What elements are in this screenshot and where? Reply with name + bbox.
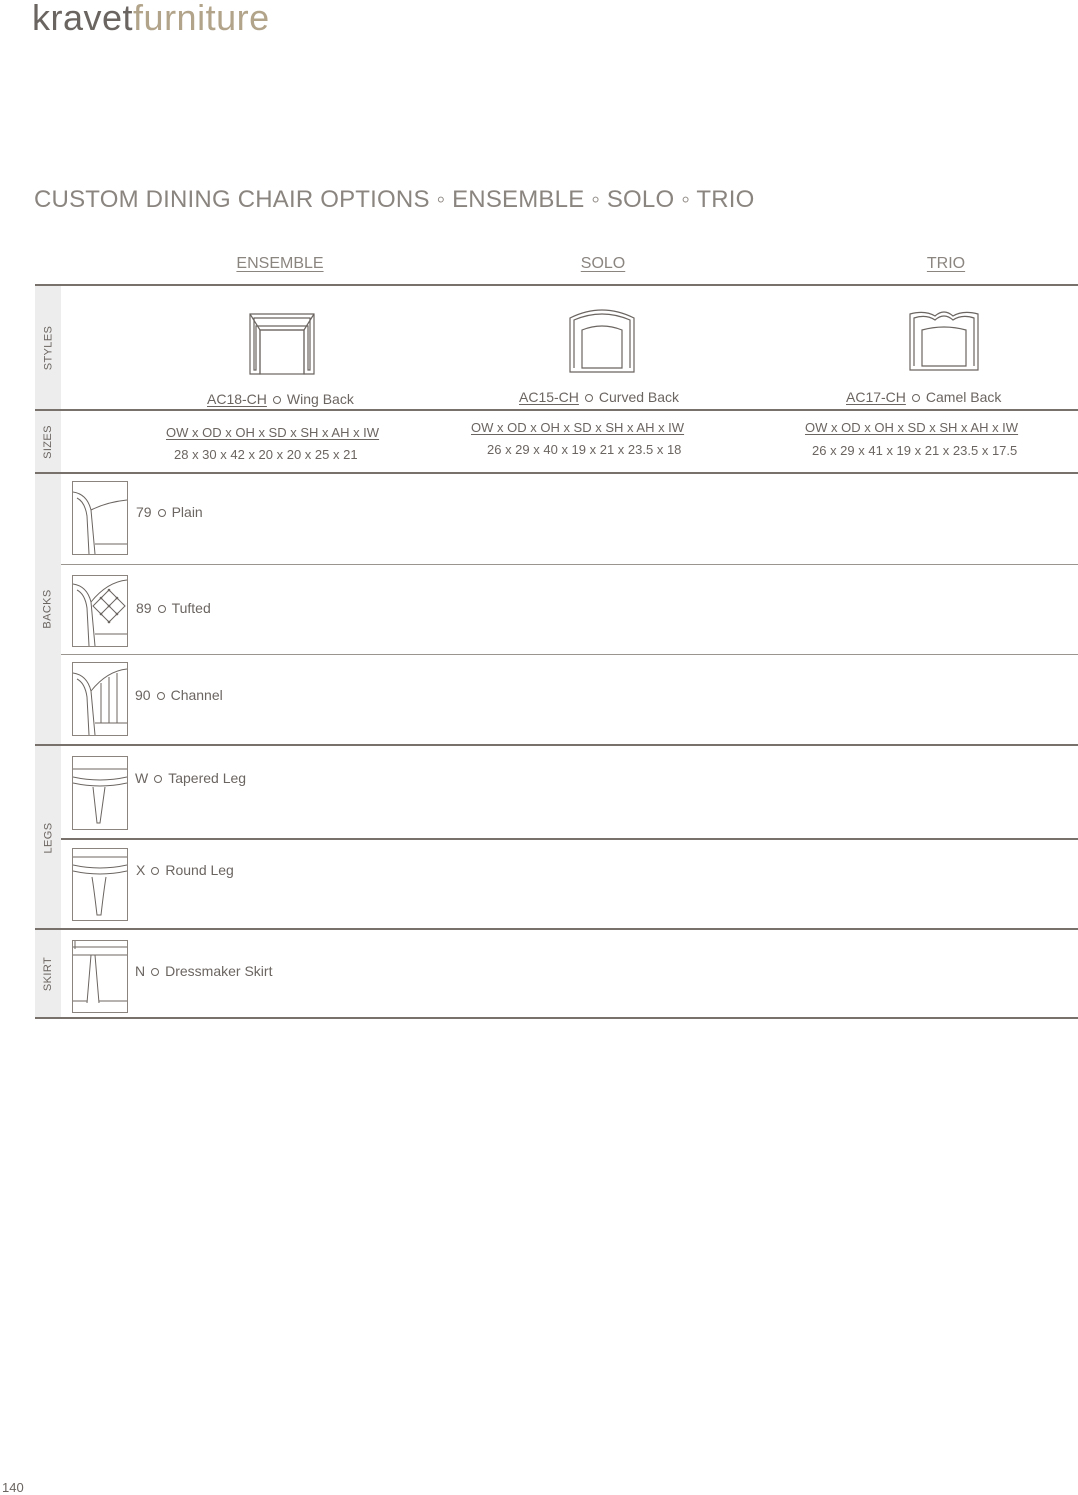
bullet-dot-icon bbox=[151, 867, 159, 875]
rule-leg-1 bbox=[61, 838, 1078, 840]
leg-option-tapered: W Tapered Leg bbox=[135, 770, 247, 786]
bullet-dot-icon bbox=[151, 968, 159, 976]
section-label-styles: STYLES bbox=[42, 325, 54, 370]
column-header-trio: TRIO bbox=[926, 255, 966, 272]
round-leg-thumbnail bbox=[72, 848, 128, 921]
section-label-backs: BACKS bbox=[42, 589, 55, 629]
rule-sizes-bottom bbox=[35, 472, 1078, 474]
style-caption-solo: AC15-CH Curved Back bbox=[519, 389, 680, 405]
leg-option-round: X Round Leg bbox=[136, 862, 234, 878]
column-header-solo: SOLO bbox=[580, 255, 626, 272]
dressmaker-skirt-thumbnail bbox=[72, 940, 128, 1013]
bullet-dot-icon bbox=[157, 692, 165, 700]
section-label-legs: LEGS bbox=[42, 822, 55, 853]
rule-backs-bottom bbox=[35, 744, 1078, 746]
back-option-plain: 79 Plain bbox=[136, 504, 203, 520]
size-header-trio: OW x OD x OH x SD x SH x AH x IW bbox=[805, 420, 1019, 435]
rule-top bbox=[35, 284, 1078, 286]
rule-back-2 bbox=[61, 654, 1078, 655]
plain-back-thumbnail bbox=[72, 481, 128, 555]
size-values-solo: 26 x 29 x 40 x 19 x 21 x 23.5 x 18 bbox=[487, 442, 682, 457]
style-caption-trio: AC17-CH Camel Back bbox=[846, 389, 1002, 405]
size-header-solo: OW x OD x OH x SD x SH x AH x IW bbox=[471, 420, 685, 435]
page-title: CUSTOM DINING CHAIR OPTIONS ◦ ENSEMBLE ◦ SOLO ◦ TRIO bbox=[34, 186, 755, 213]
skirt-option-dressmaker: N Dressmaker Skirt bbox=[135, 963, 273, 979]
camel-back-chair-icon bbox=[907, 306, 981, 374]
channel-back-thumbnail bbox=[72, 662, 128, 736]
size-values-trio: 26 x 29 x 41 x 19 x 21 x 23.5 x 17.5 bbox=[812, 443, 1018, 458]
brand-logo bbox=[32, 0, 270, 44]
bullet-dot-icon bbox=[273, 396, 281, 404]
brand-name-furniture: furniture bbox=[133, 0, 270, 38]
bullet-dot-icon bbox=[158, 605, 166, 613]
rule-back-1 bbox=[61, 564, 1078, 565]
tapered-leg-thumbnail bbox=[72, 756, 128, 830]
size-values-ensemble: 28 x 30 x 42 x 20 x 20 x 25 x 21 bbox=[174, 447, 358, 462]
page-number: 140 bbox=[2, 1480, 24, 1495]
rule-styles-bottom bbox=[35, 409, 1078, 411]
tufted-back-thumbnail bbox=[72, 575, 128, 647]
brand-name-kravet: kravet bbox=[32, 0, 134, 38]
section-label-sizes: SIZES bbox=[42, 424, 55, 459]
column-header-ensemble: ENSEMBLE bbox=[236, 255, 324, 272]
size-header-ensemble: OW x OD x OH x SD x SH x AH x IW bbox=[166, 425, 380, 440]
bullet-dot-icon bbox=[585, 394, 593, 402]
bullet-dot-icon bbox=[912, 394, 920, 402]
rule-bottom bbox=[35, 1017, 1078, 1019]
wing-back-chair-icon bbox=[246, 310, 318, 378]
back-option-tufted: 89 Tufted bbox=[136, 600, 211, 616]
rule-legs-bottom bbox=[35, 928, 1078, 930]
curved-back-chair-icon bbox=[567, 306, 637, 376]
bullet-dot-icon bbox=[154, 775, 162, 783]
back-option-channel: 90 Channel bbox=[135, 687, 223, 703]
style-caption-ensemble: AC18-CH Wing Back bbox=[207, 391, 354, 407]
bullet-dot-icon bbox=[158, 509, 166, 517]
section-label-skirt: SKIRT bbox=[42, 956, 55, 991]
